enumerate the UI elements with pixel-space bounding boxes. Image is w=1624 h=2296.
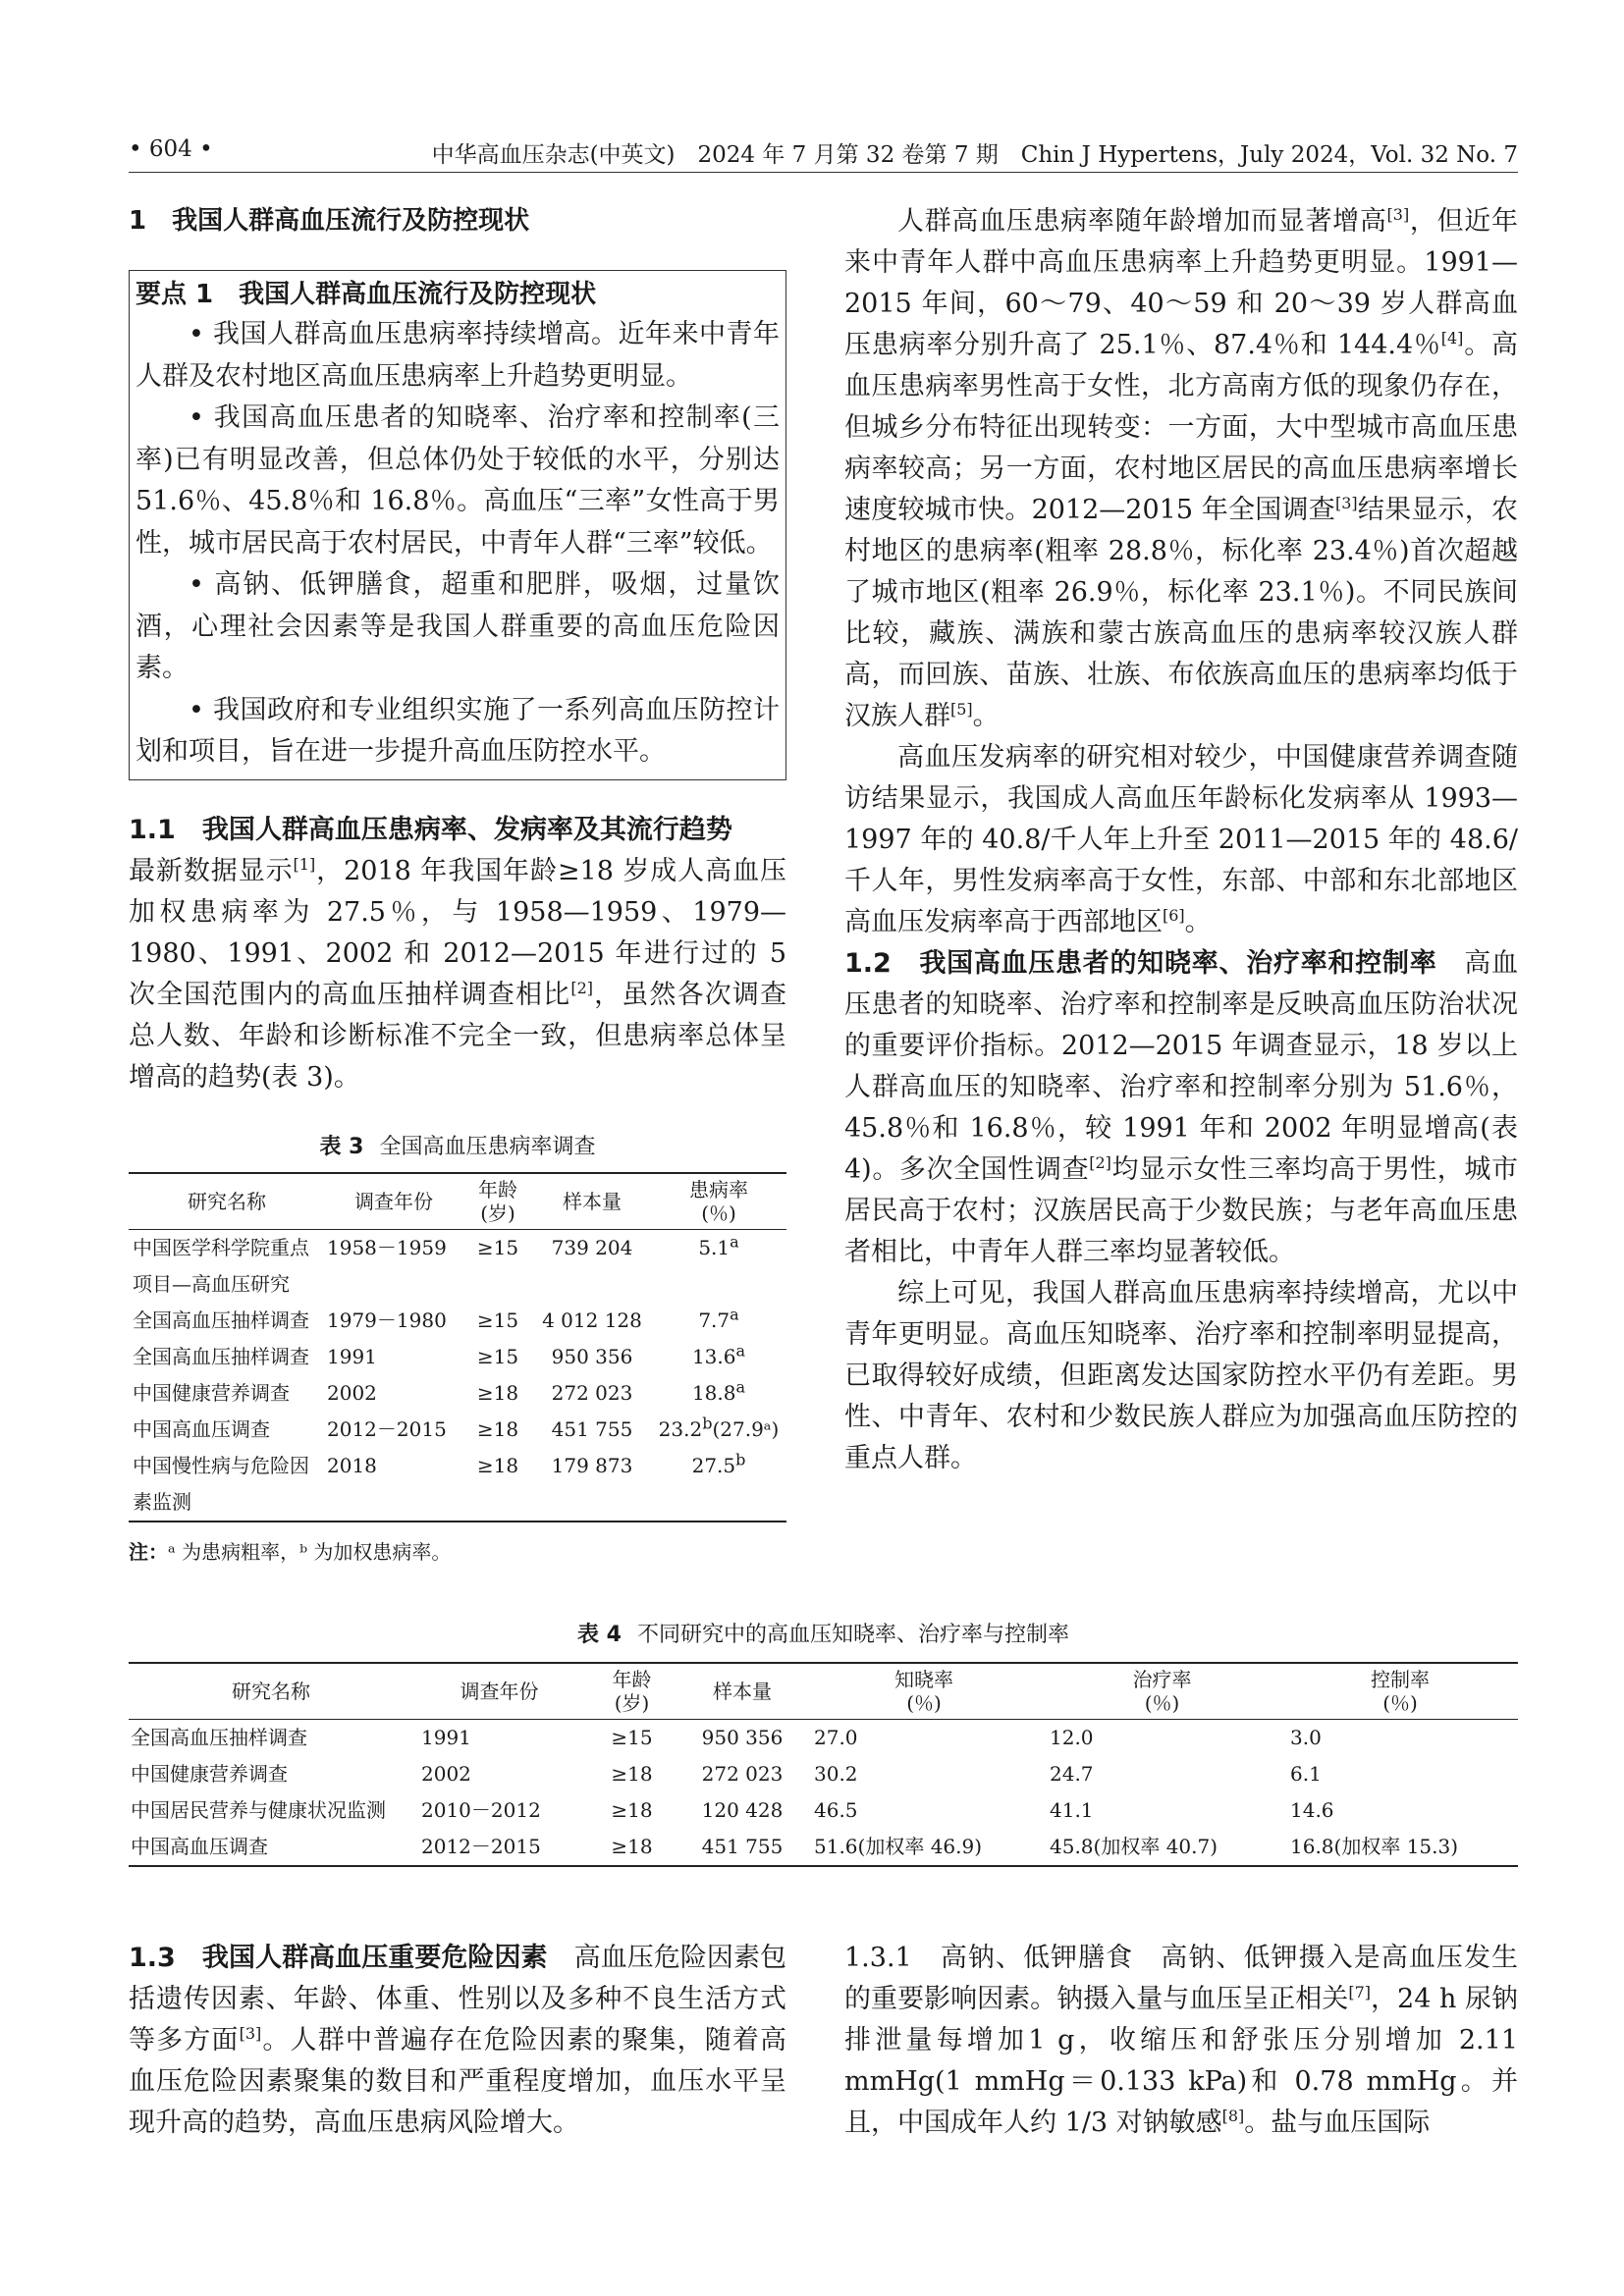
subsection-1-1: 1.1 我国人群高血压患病率、发病率及其流行趋势 最新数据显示[1]，2018 年我国年龄≥18 岁成人高血压加权患病率为 27.5％，与 1958—1959、1979—1980、1991、2002 和 2012—2015 年进行过的 5 次全国范围内的高血压抽样调查相比[2]，虽然各次调查总人数、年龄和诊断标准不完全一致，但患病率总体呈增高的趋势(表 3)。 — [129, 814, 787, 1093]
table-header: 治疗率 (％) — [1132, 1668, 1192, 1715]
citation: [5] — [950, 700, 973, 719]
key-points-title: 要点 1 我国人群高血压流行及防控现状 — [135, 280, 597, 309]
table-cell: 5.1$^a$ — [698, 1231, 739, 1259]
table-cell: ≥18 — [476, 1453, 519, 1477]
table-cell: 272 023 — [701, 1762, 784, 1786]
table-cell: 3.0 — [1290, 1726, 1322, 1749]
table-row — [129, 1412, 786, 1448]
table-cell: ≥15 — [476, 1308, 519, 1332]
table-cell: 51.6(加权率 46.9) — [814, 1835, 983, 1858]
table-row — [129, 1229, 786, 1303]
table-cell: 2010－2012 — [421, 1798, 541, 1822]
key-point-item: • 我国政府和专业组织实施了一系列高血压防控计划和项目，旨在进一步提升高血压防控水平。 — [135, 694, 780, 767]
table-cell: 1991 — [421, 1726, 471, 1749]
table3-caption: 表 3 全国高血压患病率调查 — [319, 1134, 596, 1159]
table-cell: 全国高血压抽样调查 — [131, 1726, 307, 1749]
table-header: 患病率 (％) — [689, 1177, 748, 1225]
table-header: 知晓率 (％) — [894, 1668, 953, 1715]
citation: [2] — [1089, 1153, 1111, 1172]
table-cell: ≥15 — [476, 1344, 519, 1368]
table-cell: 中国高血压调查 — [131, 1835, 268, 1858]
table-cell: 2018 — [327, 1453, 377, 1477]
table-cell: 451 755 — [551, 1416, 633, 1441]
section-title: 1 我国人群高血压流行及防控现状 — [129, 206, 530, 236]
bottom-right-column — [844, 1938, 1518, 2144]
table-cell: ≥18 — [476, 1380, 519, 1405]
paragraph: 人群高血压患病率随年龄增加而显著增高[3]，但近年来中青年人群中高血压患病率上升趋势更明显。1991—2015 年间，60～79、40～59 和 20～39 岁人群高血压患病率分别升高了 25.1％、87.4％和 144.4％[4]。高血压患病率男性高于女性，北方高南方低的现象仍存在，但城乡分布特征出现转变：一方面，大中型城市高血压患病率较高；另一方面，农村地区居民的高血压患病率增长速度较城市快。2012—2015 年全国调查[3]结果显示，农村地区的患病率(粗率 28.8％，标化率 23.4％)首次超越了城市地区(粗率 26.9％，标化率 23.1％)。不同民族间比较，藏族、满族和蒙古族高血压的患病率较汉族人群高，而回族、苗族、壮族、布依族高血压的患病率均低于汉族人群[5]。 — [844, 205, 1519, 731]
table-cell: 30.2 — [814, 1762, 858, 1786]
table3 — [129, 1172, 786, 1522]
journal-citation: 中华高血压杂志(中英文) 2024 年 7 月第 32 卷第 7 期 Chin J Hypertens，July 2024，Vol. 32 No. 7 — [431, 142, 1518, 168]
key-point-item: • 我国人群高血压患病率持续增高。近年来中青年人群及农村地区高血压患病率上升趋势更明显。 — [135, 319, 780, 392]
table-cell: 13.6$^a$ — [691, 1340, 746, 1368]
table-cell: 23.2$^b$(27.9ᵃ) — [658, 1413, 780, 1441]
citation: [4] — [1440, 329, 1464, 347]
table-cell: ≥18 — [476, 1416, 519, 1441]
table-cell: 中国慢性病与危险因素监测 — [133, 1453, 309, 1514]
citation: [8] — [1221, 2107, 1245, 2125]
citation: [3] — [1386, 205, 1410, 224]
table-cell: 6.1 — [1290, 1762, 1322, 1786]
table-cell: 120 428 — [701, 1798, 784, 1822]
citation: [7] — [1348, 1983, 1371, 2002]
paragraph: 高血压发病率的研究相对较少，中国健康营养调查随访结果显示，我国成人高血压年龄标化发病率从 1993—1997 年的 40.8/千人年上升至 2011—2015 年的 48.6/千人年，男性发病率高于女性，东部、中部和东北部地区高血压发病率高于西部地区[6]。 — [844, 742, 1518, 937]
subsection-1-3: 1.3 我国人群高血压重要危险因素 高血压危险因素包括遗传因素、年龄、体重、性别以及多种不良生活方式等多方面[3]。人群中普遍存在危险因素的聚集，随着高血压危险因素聚集的数目和严重程度增加，血压水平呈现升高的趋势，高血压患病风险增大。 — [129, 1943, 787, 2138]
subsection-1-2: 1.2 我国高血压患者的知晓率、治疗率和控制率 高血压患者的知晓率、治疗率和控制率是反映高血压防治状况的重要评价指标。2012—2015 年调查显示，18 岁以上人群高血压的知晓率、治疗率和控制率分别为 51.6％，45.8％和 16.8％，较 1991 年和 2002 年明显增高(表 4)。多次全国性调查[2]均显示女性三率均高于男性，城市居民高于农村；汉族居民高于少数民族；与老年高血压患者相比，中青年人群三率均显著较低。 — [844, 948, 1519, 1267]
table-cell: 中国健康营养调查 — [133, 1380, 290, 1405]
table4-caption: 表 4 不同研究中的高血压知晓率、治疗率与控制率 — [577, 1623, 1069, 1647]
table-cell: 950 356 — [701, 1726, 784, 1749]
table-cell: 45.8(加权率 40.7) — [1050, 1835, 1218, 1858]
table4-header-row — [129, 1663, 1518, 1720]
table-cell: 46.5 — [814, 1798, 858, 1822]
table-cell: 451 755 — [701, 1835, 784, 1858]
right-column — [844, 201, 1518, 1479]
table-row — [129, 1829, 1518, 1866]
key-points-box — [129, 270, 786, 780]
table-row — [129, 1303, 786, 1339]
table3-note: 注：ᵃ 为患病粗率，ᵇ 为加权患病率。 — [129, 1539, 452, 1564]
subsection-1-3-1: 1.3.1 高钠、低钾膳食 高钠、低钾摄入是高血压发生的重要影响因素。钠摄入量与血压呈正相关[7]，24 h 尿钠排泄量每增加1 g，收缩压和舒张压分别增加 2.11 mmHg(1 mmHg＝0.133 kPa)和 0.78 mmHg。并且，中国成年人约 1/3 对钠敏感[8]。盐与血压国际 — [844, 1943, 1519, 2138]
table-cell: 中国高血压调查 — [133, 1416, 270, 1441]
table-cell: 18.8$^a$ — [691, 1376, 746, 1405]
citation: [3] — [1334, 494, 1358, 512]
key-point-item: • 我国高血压患者的知晓率、治疗率和控制率(三率)已有明显改善，但总体仍处于较低的水平，分别达 51.6％、45.8％和 16.8％。高血压“三率”女性高于男性，城市居民高于农村居民，中青年人群“三率”较低。 — [135, 402, 780, 559]
table-header: 调查年份 — [460, 1680, 539, 1703]
table-header: 年龄 (岁) — [612, 1668, 652, 1715]
bottom-left-column — [129, 1938, 786, 2144]
table-row — [129, 1720, 1518, 1757]
key-point-item: • 高钠、低钾膳食，超重和肥胖，吸烟，过量饮酒，心理社会因素等是我国人群重要的高血压危险因素。 — [135, 569, 780, 683]
table-cell: 12.0 — [1050, 1726, 1094, 1749]
table-row — [129, 1792, 1518, 1829]
table-cell: ≥18 — [611, 1798, 653, 1822]
subsection-heading: 1.2 我国高血压患者的知晓率、治疗率和控制率 — [844, 948, 1437, 979]
table-cell: ≥18 — [611, 1835, 653, 1858]
table-cell: 27.0 — [814, 1726, 858, 1749]
table-cell: 24.7 — [1050, 1762, 1094, 1786]
table-cell: 4 012 128 — [542, 1308, 642, 1332]
table-cell: 272 023 — [551, 1380, 633, 1405]
table-cell: 1958－1959 — [327, 1235, 447, 1259]
table-cell: 中国居民营养与健康状况监测 — [131, 1798, 386, 1822]
table-cell: ≥15 — [476, 1235, 519, 1259]
page-number: • 604 • — [129, 136, 213, 162]
table-cell: 2012－2015 — [421, 1835, 541, 1858]
table3-header-row — [129, 1173, 786, 1230]
table-cell: 1991 — [327, 1344, 377, 1368]
table-cell: 2002 — [327, 1380, 377, 1405]
table-cell: 全国高血压抽样调查 — [133, 1308, 309, 1332]
table-cell: 179 873 — [551, 1453, 633, 1477]
paragraph: 综上可见，我国人群高血压患病率持续增高，尤以中青年更明显。高血压知晓率、治疗率和控制率明显提高，已取得较好成绩，但距离发达国家防控水平仍有差距。男性、中青年、农村和少数民族人群应为加强高血压防控的重点人群。 — [844, 1278, 1518, 1473]
table-cell: 中国健康营养调查 — [131, 1762, 288, 1786]
table-row — [129, 1756, 1518, 1792]
table-cell: 中国医学科学院重点项目—高血压研究 — [133, 1235, 309, 1296]
table-cell: 27.5$^b$ — [691, 1449, 746, 1477]
table-cell: 950 356 — [551, 1344, 633, 1368]
table-cell: 41.1 — [1050, 1798, 1094, 1822]
citation: [2] — [570, 978, 593, 997]
table-header: 年龄 (岁) — [478, 1177, 517, 1225]
table-header: 样本量 — [563, 1189, 622, 1213]
table4 — [129, 1662, 1518, 1867]
table-header: 样本量 — [713, 1680, 772, 1703]
table-cell: 2012－2015 — [327, 1416, 447, 1441]
table-cell: 14.6 — [1290, 1798, 1334, 1822]
subsection-heading: 1.3.1 高钠、低钾膳食 — [844, 1943, 1134, 1973]
subsection-heading: 1.3 我国人群高血压重要危险因素 — [129, 1943, 548, 1973]
citation: [6] — [1163, 906, 1185, 925]
table-cell: 16.8(加权率 15.3) — [1290, 1835, 1459, 1858]
table-row — [129, 1375, 786, 1412]
table-cell: 739 204 — [551, 1235, 633, 1259]
left-column — [129, 201, 786, 1565]
table-header: 调查年份 — [354, 1189, 433, 1213]
table-header: 研究名称 — [232, 1680, 310, 1703]
citation: [1] — [293, 854, 316, 874]
table-cell: ≥18 — [611, 1762, 653, 1786]
table-cell: 全国高血压抽样调查 — [133, 1344, 309, 1368]
table-row — [129, 1339, 786, 1375]
table-cell: 2002 — [421, 1762, 471, 1786]
table4-block — [129, 1618, 1518, 1867]
citation: [3] — [239, 2024, 262, 2043]
table-cell: ≥15 — [611, 1726, 653, 1749]
table-row — [129, 1448, 786, 1522]
table-header: 控制率 (％) — [1371, 1668, 1430, 1715]
subsection-heading: 1.1 我国人群高血压患病率、发病率及其流行趋势 — [129, 814, 732, 845]
table-cell: 7.7$^a$ — [698, 1304, 739, 1332]
running-header — [129, 133, 1518, 173]
table-header: 研究名称 — [188, 1189, 266, 1213]
table-cell: 1979－1980 — [327, 1308, 447, 1332]
